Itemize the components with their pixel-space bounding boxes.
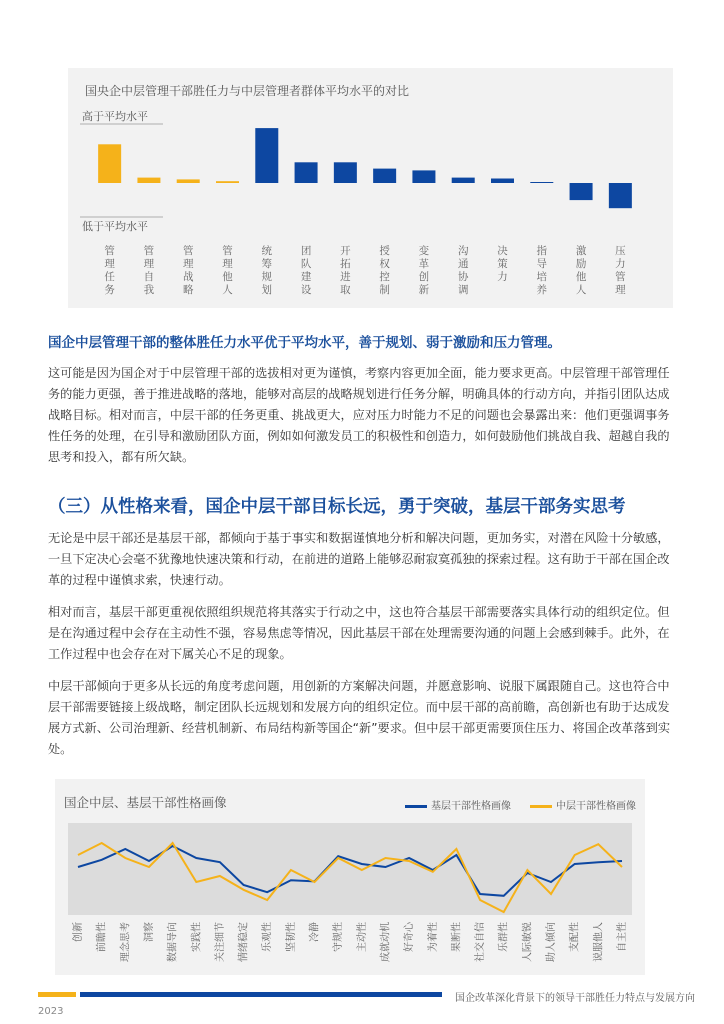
line-category-label: 为着性 <box>427 922 439 952</box>
bar-4 <box>216 181 239 183</box>
bar-category-label: 务 <box>104 284 115 296</box>
bar-category-label: 统 <box>261 245 273 257</box>
line-category-label: 支配性 <box>569 922 581 952</box>
line-category-label: 主动性 <box>356 922 368 952</box>
bar-13 <box>570 183 593 200</box>
bar-category-label: 新 <box>418 284 430 296</box>
bar-category-label: 管 <box>615 271 626 283</box>
bar-category-label: 建 <box>300 271 312 283</box>
bar-category-label: 沟 <box>457 245 469 257</box>
line-category-label: 自主性 <box>617 922 628 952</box>
line-category-label: 人际敏锐 <box>522 922 534 962</box>
line-category-label: 实践性 <box>191 922 203 952</box>
line-category-label: 坚韧性 <box>285 922 297 952</box>
bar-category-label: 协 <box>457 271 469 283</box>
page-number: 2023 <box>38 1006 64 1017</box>
bar-category-label: 他 <box>222 271 233 283</box>
footer-doc-title: 国企改革深化背景下的领导干部胜任力特点与发展方向 <box>455 993 695 1004</box>
paragraph-2: 无论是中层干部还是基层干部，都倾向于基于事实和数据谨慎地分析和解决问题，更加务实，对潜在风险十分敏感，一旦下定决心会毫不犹豫地快速决策和行动，在前进的道路上能够忍耐寂寞孤独的探索过程。这有助于干部在国企改革的过程中谨慎求索，快速行动。 <box>48 531 670 587</box>
line-category-label: 关注细节 <box>214 922 226 962</box>
bar-category-label: 他 <box>575 271 587 283</box>
competency-bar-chart <box>0 0 724 320</box>
bar-category-label: 管 <box>182 245 194 257</box>
bar-category-label: 革 <box>418 258 430 270</box>
line-category-label: 乐群性 <box>498 922 510 952</box>
paragraph-3: 相对而言，基层干部更重视依照组织规范将其落实于行动之中，这也符合基层干部需要落实具体行动的组织定位。但是在沟通过程中会存在主动性不强，容易焦虑等情况，因此基层干部在处理需要沟通的问题上会感到棘手。此外，在工作过程中也会存在对下属关心不足的现象。 <box>48 605 670 661</box>
bar-category-label: 人 <box>575 284 587 296</box>
bar-category-label: 自 <box>143 271 155 283</box>
bar-6 <box>295 162 318 183</box>
personality-line-chart <box>0 815 724 1015</box>
bar-8 <box>373 169 396 183</box>
line-category-label: 前瞻性 <box>96 922 108 952</box>
bar-category-label: 通 <box>457 258 469 270</box>
bar-category-label: 力 <box>497 271 508 283</box>
competency-chart-title: 国央企中层管理干部胜任力与中层管理者群体平均水平的对比 <box>85 84 410 98</box>
bar-category-label: 创 <box>418 271 430 283</box>
legend-swatch-blue <box>405 805 427 808</box>
legend-swatch-orange <box>530 805 552 808</box>
bar-category-label: 取 <box>340 284 351 296</box>
line-category-label: 洞察 <box>143 922 155 942</box>
footer-accent-orange <box>38 992 76 997</box>
line-category-label: 好奇心 <box>404 922 416 952</box>
legend-label-2: 中层干部性格画像 <box>556 801 636 812</box>
bar-9 <box>412 170 435 183</box>
bar-category-label: 理 <box>182 258 194 270</box>
bar-category-label: 管 <box>104 245 115 257</box>
bar-category-label: 我 <box>143 284 155 296</box>
bar-category-label: 略 <box>182 284 194 296</box>
line-category-label: 数据导向 <box>167 922 179 962</box>
bar-category-label: 激 <box>575 245 587 257</box>
bar-category-label: 队 <box>300 258 312 270</box>
bar-category-label: 筹 <box>261 258 273 270</box>
bar-category-label: 调 <box>457 284 469 296</box>
bar-11 <box>491 179 514 184</box>
paragraph-4: 中层干部倾向于更多从长远的角度考虑问题，用创新的方案解决问题，并愿意影响、说服下属跟随自己。这也符合中层干部需要链接上级战略，制定团队长远规划和发展方向的组织定位。而中层干部的高前瞻，高创新也有助于达成发展方式新、公司治理新、经营机制新、布局结构新等国企“新”要求。但中层干部更需要顶住压力、将国企改革落到实处。 <box>48 679 671 756</box>
line-category-label: 守规性 <box>333 922 345 952</box>
line-category-label: 乐观性 <box>262 922 274 952</box>
bar-14 <box>609 183 632 208</box>
bar-category-label: 团 <box>300 245 312 257</box>
bar-7 <box>334 162 357 183</box>
bar-category-label: 设 <box>300 284 312 296</box>
line-category-label: 创新 <box>73 922 84 942</box>
bar-category-label: 规 <box>261 271 273 283</box>
line-category-label: 成就动机 <box>380 922 392 962</box>
bar-category-label: 管 <box>222 245 233 257</box>
paragraph-1: 这可能是因为国企对于中层管理干部的选拔相对更为谨慎，考察内容更加全面，能力要求更高。中层管理干部管理任务的能力更强，善于推进战略的落地，能够对高层的战略规划进行任务分解，明确具体的行动方向，并指引团队达成战略目标。相对而言，中层干部的任务更重、挑战更大，应对压力时能力不足的问题也会暴露出来：他们更强调事务性任务的处理，在引导和激励团队方面，例如如何激发员工的积极性和创造力，如何鼓励他们挑战自我、超越自我的思考和投入，都有所欠缺。 <box>48 366 670 464</box>
bar-10 <box>452 178 475 183</box>
line-category-label: 果断性 <box>451 922 463 952</box>
bar-category-label: 变 <box>418 245 430 257</box>
bar-3 <box>177 179 200 183</box>
bar-category-label: 进 <box>340 271 351 283</box>
line-category-label: 理念思考 <box>120 922 132 962</box>
bar-5 <box>255 128 278 183</box>
plot-area <box>68 823 632 915</box>
bar-category-label: 任 <box>104 271 115 283</box>
bar-category-label: 战 <box>182 271 194 283</box>
line-category-label: 助人倾向 <box>546 922 558 962</box>
highlight-title: 国企中层管理干部的整体胜任力水平优于平均水平，善于规划、弱于激励和压力管理。 <box>48 335 561 351</box>
bar-12 <box>530 182 553 183</box>
bar-category-label: 开 <box>340 245 351 257</box>
bar-category-label: 权 <box>379 258 390 270</box>
bar-category-label: 指 <box>536 245 548 257</box>
bar-category-label: 拓 <box>340 258 351 270</box>
bar-category-label: 养 <box>536 284 548 296</box>
bar-category-label: 励 <box>575 258 587 270</box>
bar-category-label: 策 <box>497 258 508 270</box>
line-category-label: 冷静 <box>309 922 321 942</box>
bar-2 <box>137 178 160 183</box>
bar-category-label: 人 <box>222 284 233 296</box>
section-heading: （三）从性格来看，国企中层干部目标长远，勇于突破，基层干部务实思考 <box>48 497 626 517</box>
bar-1 <box>98 144 121 183</box>
bar-category-label: 理 <box>143 258 155 270</box>
bar-category-label: 划 <box>261 284 273 296</box>
legend-label-1: 基层干部性格画像 <box>431 801 511 812</box>
bar-category-label: 理 <box>104 258 115 270</box>
bar-category-label: 授 <box>379 245 390 257</box>
bar-category-label: 压 <box>615 245 626 257</box>
high-label: 高于平均水平 <box>82 110 148 123</box>
bar-category-label: 理 <box>615 284 626 296</box>
low-label: 低于平均水平 <box>82 220 148 233</box>
bar-category-label: 管 <box>143 245 155 257</box>
bar-category-label: 制 <box>379 284 390 296</box>
legend-series-2 <box>530 797 636 812</box>
bar-category-label: 决 <box>497 245 508 257</box>
bar-category-label: 控 <box>379 271 390 283</box>
footer-accent-blue <box>80 992 442 997</box>
bar-category-label: 理 <box>222 258 233 270</box>
line-category-label: 说服他人 <box>593 922 605 962</box>
legend-series-1 <box>405 797 511 812</box>
bar-category-label: 力 <box>615 258 626 270</box>
bar-category-label: 导 <box>536 258 548 270</box>
bar-category-label: 培 <box>536 271 548 283</box>
personality-chart-title: 国企中层、基层干部性格画像 <box>64 795 227 810</box>
line-category-label: 情绪稳定 <box>238 922 250 962</box>
line-category-label: 社交自信 <box>475 922 487 962</box>
